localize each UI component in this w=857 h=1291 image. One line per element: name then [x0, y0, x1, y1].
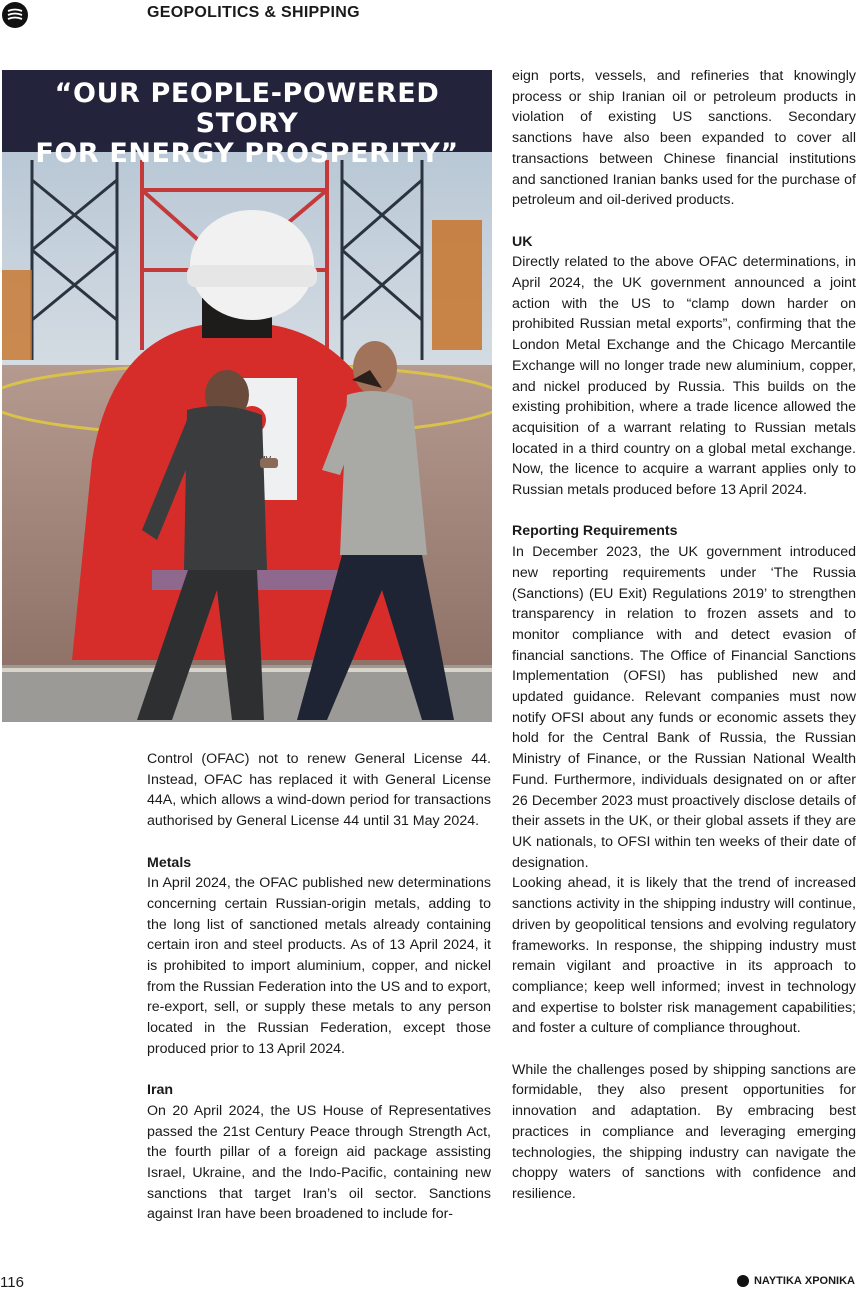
uk-paragraph: Directly related to the above OFAC determinations, in April 2024, the UK government announced a joint action with the US to “clamp down harder on prohibited Russian metal exports”, confirming that the London Metal Exchange and the Chicago Mercantile Exchange will no longer trade new aluminium, copper, and nickel produced by Russia. This builds on the existing prohibition, where a trade licence allowed the acquisition of a warrant relating to Russian metals located in a third country on a global metal exchange. Now, the licence to acquire a warrant applies only to Russian metals produced before 13 April 2024.	[512, 254, 856, 499]
page-number: 116	[0, 1274, 24, 1291]
right-continuation-paragraph: eign ports, vessels, and refineries that knowingly process or ship Iranian oil or petroleum products in violation of existing US sanctions. Secondary sanctions have also been expanded to cover all transactions between Chinese financial institutions and sanctioned Iranian banks used for the purchase of petroleum and oil-derived products.	[512, 68, 856, 209]
uk-heading: UK	[512, 233, 533, 250]
brand-logo-icon	[737, 1275, 749, 1287]
magazine-logo-icon	[2, 2, 28, 28]
iran-heading: Iran	[147, 1082, 174, 1099]
right-column	[512, 66, 856, 1205]
left-column	[147, 749, 491, 1225]
metals-paragraph: In April 2024, the OFAC published new determinations concerning certain Russian-origin metals, adding to the long list of sanctioned metals already containing certain iron and steel products. As of 13 April 2024, it is prohibited to import aluminium, copper, and nickel from the Russian Federation into the US and to export, re-export, sell, or supply these metals to any person located in the Russian Federation, except those produced prior to 13 April 2024.	[147, 875, 491, 1057]
article-photo	[2, 70, 492, 722]
brand-name: ΝΑΥΤΙΚΑ ΧΡΟΝΙΚΑ	[753, 1275, 855, 1287]
metals-heading: Metals	[147, 854, 192, 871]
reporting-paragraph: In December 2023, the UK government introduced new reporting requirements under ‘The Russia (Sanctions) (EU Exit) Regulations 2019’ to strengthen transparency in relation to frozen assets and to monitor compliance with and detect evasion of financial sanctions. The Office of Financial Sanctions Implementation (OFSI) has published new and updated guidance. Relevant companies must now notify OFSI about any funds or economic assets they hold for the Central Bank of Russia, the Russian Ministry of Finance, or the Russian National Wealth Fund. Furthermore, individuals designated on or after 26 December 2023 must proactively disclose details of their assets in the UK, or their global assets if they are UK nationals, to OFSI within ten weeks of their date of designation.	[512, 544, 856, 871]
banner-line-1: “OUR PEOPLE-POWERED STORY	[54, 78, 440, 139]
closing-paragraph: While the challenges posed by shipping sanctions are formidable, they also present opportunities for innovation and adaptation. By embracing best practices in compliance and leveraging emerging technologies, the shipping industry can navigate the choppy waters of sanctions with confidence and resilience.	[512, 1061, 856, 1202]
banner-line-2: FOR ENERGY PROSPERITY”	[35, 138, 459, 169]
left-continuation-paragraph: Control (OFAC) not to renew General License 44. Instead, OFAC has replaced it with General License 44A, which allows a wind-down period for transactions authorised by General License 44 until 31 May 2024.	[147, 751, 491, 830]
reporting-heading: Reporting Requirements	[512, 523, 678, 540]
banner-slogan	[2, 70, 492, 169]
footer-brand	[737, 1275, 855, 1287]
iran-paragraph: On 20 April 2024, the US House of Representatives passed the 21st Century Peace through Strength Act, the fourth pillar of a foreign aid package assisting Israel, Ukraine, and the Indo-Pacific, containing new sanctions that target Iran’s oil sector. Sanctions against Iran have been broadened to include for-	[147, 1102, 491, 1223]
section-header: GEOPOLITICS & SHIPPING	[147, 4, 360, 21]
outlook-paragraph: Looking ahead, it is likely that the trend of increased sanctions activity in the shipping industry will continue, driven by geopolitical tensions and evolving regulatory frameworks. In response, the shipping industry must remain vigilant and proactive in its approach to compliance; keep well informed; invest in technology and expertise to bolster risk management capabilities; and foster a culture of compliance throughout.	[512, 875, 856, 1037]
